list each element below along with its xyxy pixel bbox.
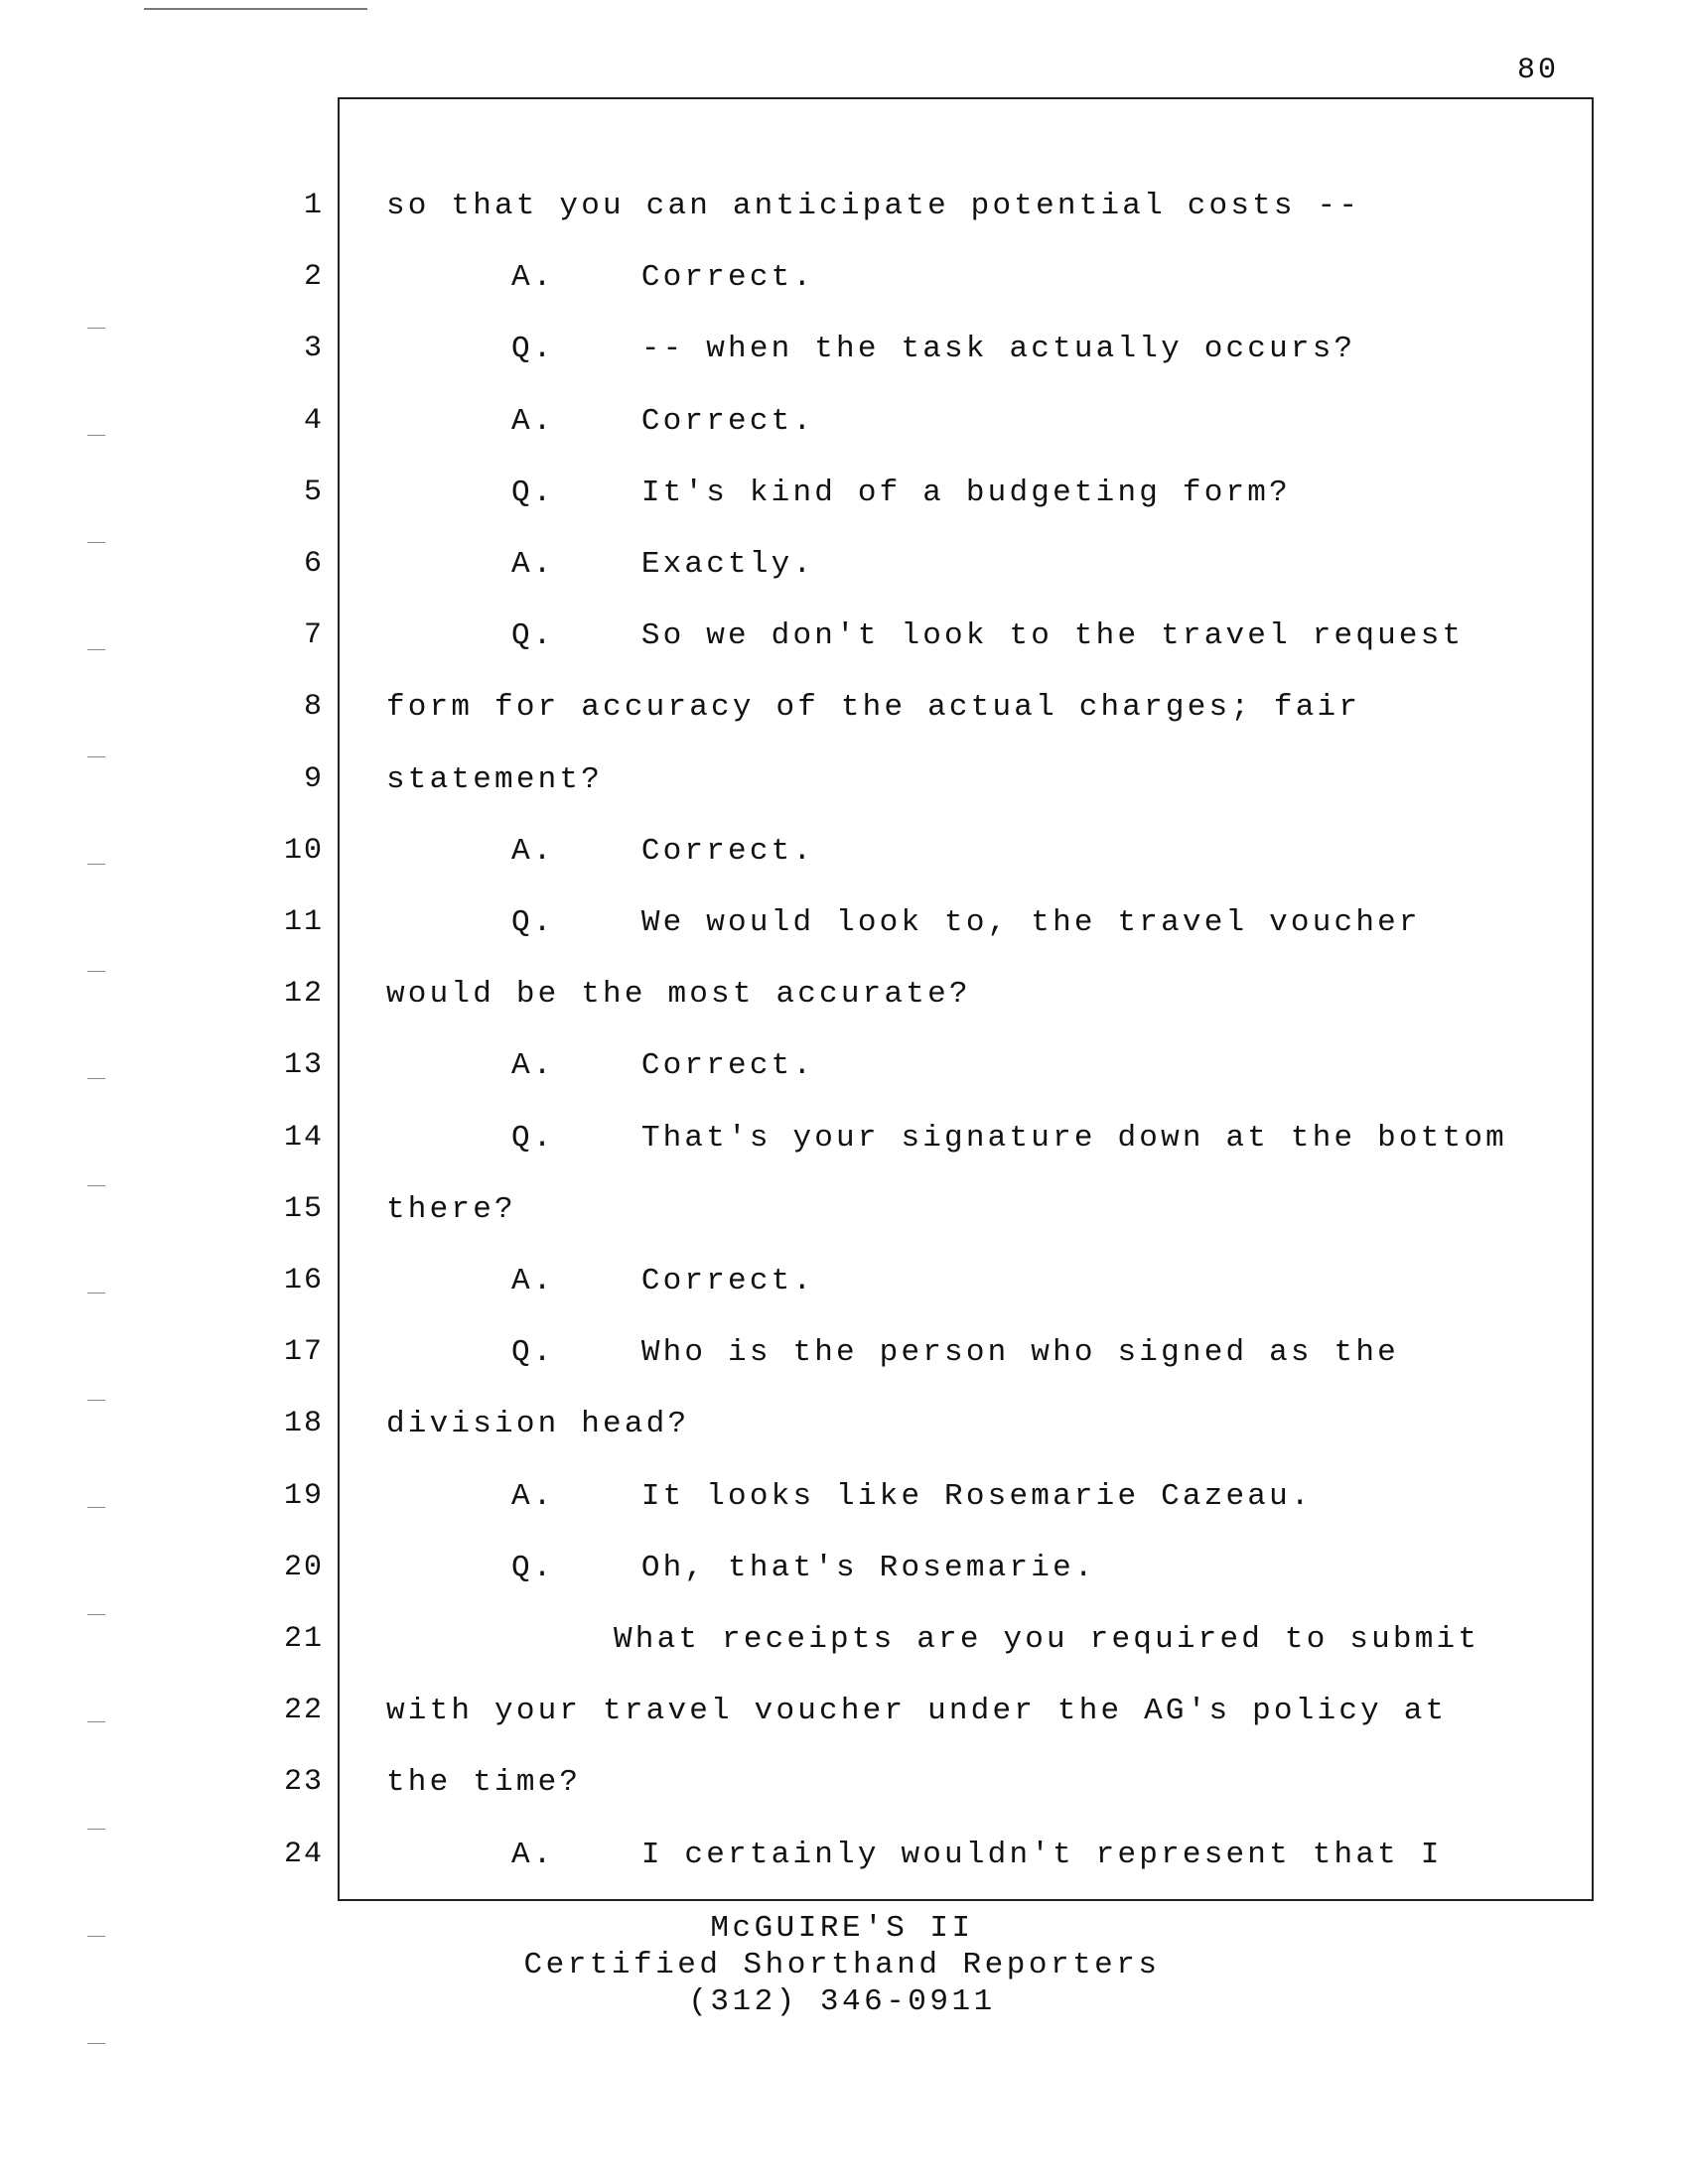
edge-tick bbox=[87, 1721, 105, 1722]
transcript-line: A. Correct. bbox=[511, 1048, 815, 1083]
line-number: 15 bbox=[283, 1192, 324, 1226]
line-number: 8 bbox=[303, 690, 324, 724]
edge-tick bbox=[87, 1185, 105, 1186]
line-number: 10 bbox=[283, 834, 324, 868]
edge-tick bbox=[87, 1078, 105, 1079]
transcript-line: What receipts are you required to submit bbox=[614, 1622, 1480, 1657]
transcript-line: Q. Oh, that's Rosemarie. bbox=[511, 1551, 1096, 1585]
line-number: 14 bbox=[283, 1121, 324, 1155]
line-number: 19 bbox=[283, 1479, 324, 1513]
transcript-line: division head? bbox=[386, 1407, 690, 1441]
transcript-line: A. Correct. bbox=[511, 404, 815, 439]
transcript-line: Q. Who is the person who signed as the bbox=[511, 1335, 1399, 1370]
transcript-line: statement? bbox=[386, 762, 604, 797]
edge-tick bbox=[87, 1507, 105, 1508]
transcript-line: Q. So we don't look to the travel request bbox=[511, 618, 1465, 653]
line-number: 3 bbox=[303, 332, 324, 365]
line-number: 17 bbox=[283, 1335, 324, 1369]
line-number: 21 bbox=[283, 1622, 324, 1656]
edge-tick bbox=[87, 2043, 105, 2044]
edge-tick bbox=[87, 971, 105, 972]
line-number: 2 bbox=[303, 260, 324, 294]
transcript-line: would be the most accurate? bbox=[386, 977, 971, 1012]
transcript-line: Q. -- when the task actually occurs? bbox=[511, 332, 1356, 366]
footer-company: McGUIRE'S II bbox=[710, 1911, 974, 1946]
transcript-line: so that you can anticipate potential costs -- bbox=[386, 189, 1361, 223]
edge-tick bbox=[87, 435, 105, 436]
top-scan-rule bbox=[144, 8, 367, 10]
edge-tick bbox=[87, 328, 105, 329]
transcript-line: form for accuracy of the actual charges; fair bbox=[386, 690, 1361, 725]
transcript-line: the time? bbox=[386, 1765, 582, 1800]
transcript-line: A. Correct. bbox=[511, 834, 815, 869]
transcript-line: A. Correct. bbox=[511, 1264, 815, 1298]
edge-tick bbox=[87, 1293, 105, 1294]
edge-tick bbox=[87, 864, 105, 865]
transcript-line: A. Correct. bbox=[511, 260, 815, 295]
line-number: 13 bbox=[283, 1048, 324, 1082]
edge-tick bbox=[87, 1614, 105, 1615]
transcript-line: A. Exactly. bbox=[511, 547, 815, 582]
page-number: 80 bbox=[1516, 54, 1559, 87]
line-number: 16 bbox=[283, 1264, 324, 1297]
transcript-line: Q. We would look to, the travel voucher bbox=[511, 905, 1421, 940]
line-number: 7 bbox=[303, 618, 324, 652]
line-number: 1 bbox=[303, 189, 324, 222]
line-number: 6 bbox=[303, 547, 324, 581]
transcript-line: A. It looks like Rosemarie Cazeau. bbox=[511, 1479, 1313, 1514]
line-number: 20 bbox=[283, 1551, 324, 1584]
line-number: 5 bbox=[303, 476, 324, 509]
transcript-line: Q. That's your signature down at the bottom bbox=[511, 1121, 1507, 1156]
line-number: 11 bbox=[283, 905, 324, 939]
line-number: 24 bbox=[283, 1838, 324, 1871]
transcript-line: A. I certainly wouldn't represent that I bbox=[511, 1838, 1443, 1872]
edge-tick bbox=[87, 1400, 105, 1401]
line-number: 23 bbox=[283, 1765, 324, 1799]
line-number: 4 bbox=[303, 404, 324, 438]
edge-tick bbox=[87, 649, 105, 650]
edge-tick bbox=[87, 542, 105, 543]
transcript-line: there? bbox=[386, 1192, 516, 1227]
edge-tick bbox=[87, 756, 105, 757]
line-number: 9 bbox=[303, 762, 324, 796]
footer-subtitle: Certified Shorthand Reporters bbox=[523, 1948, 1161, 1982]
line-number: 18 bbox=[283, 1407, 324, 1440]
transcript-line: Q. It's kind of a budgeting form? bbox=[511, 476, 1291, 510]
footer-phone: (312) 346-0911 bbox=[688, 1984, 996, 2019]
transcript-line: with your travel voucher under the AG's policy at bbox=[386, 1694, 1448, 1728]
line-number: 12 bbox=[283, 977, 324, 1011]
edge-tick bbox=[87, 1829, 105, 1830]
line-number: 22 bbox=[283, 1694, 324, 1727]
